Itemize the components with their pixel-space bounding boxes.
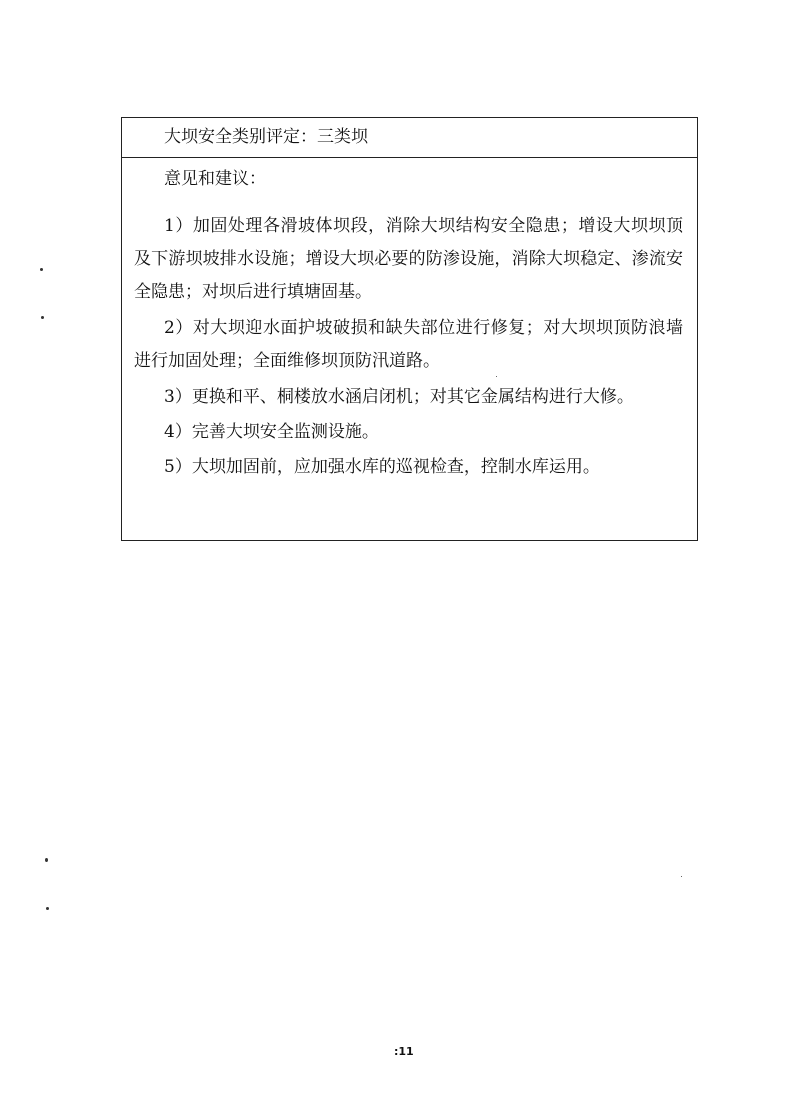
opinion-item-5: 5）大坝加固前，应加强水库的巡视检查，控制水库运用。	[164, 457, 600, 477]
opinion-item-4: 4）完善大坝安全监测设施。	[164, 422, 379, 442]
assessment-table	[121, 117, 698, 541]
scan-speck	[681, 876, 682, 877]
opinion-item-1: 1）加固处理各滑坡体坝段，消除大坝结构安全隐患；增设大坝坝顶及下游坝坡排水设施；增设大坝必要的防渗设施，消除大坝稳定、渗流安全隐患；对坝后进行填塘固基。	[134, 216, 683, 302]
scan-speck	[41, 316, 44, 319]
scan-speck	[45, 858, 48, 862]
opinion-item-2: 2）对大坝迎水面护坡破损和缺失部位进行修复；对大坝坝顶防浪墙进行加固处理；全面维修坝顶防汛道路。	[134, 318, 683, 371]
opinion-heading: 意见和建议：	[164, 169, 266, 189]
opinion-list	[122, 210, 697, 483]
page-number: :11	[394, 1045, 414, 1058]
dam-safety-rating: 大坝安全类别评定：三类坝	[164, 127, 368, 147]
opinion-item-3: 3）更换和平、桐楼放水涵启闭机；对其它金属结构进行大修。	[164, 387, 634, 407]
rating-row	[122, 118, 697, 158]
scan-speck	[46, 907, 49, 910]
scan-speck	[40, 268, 43, 271]
scan-speck	[496, 376, 497, 377]
